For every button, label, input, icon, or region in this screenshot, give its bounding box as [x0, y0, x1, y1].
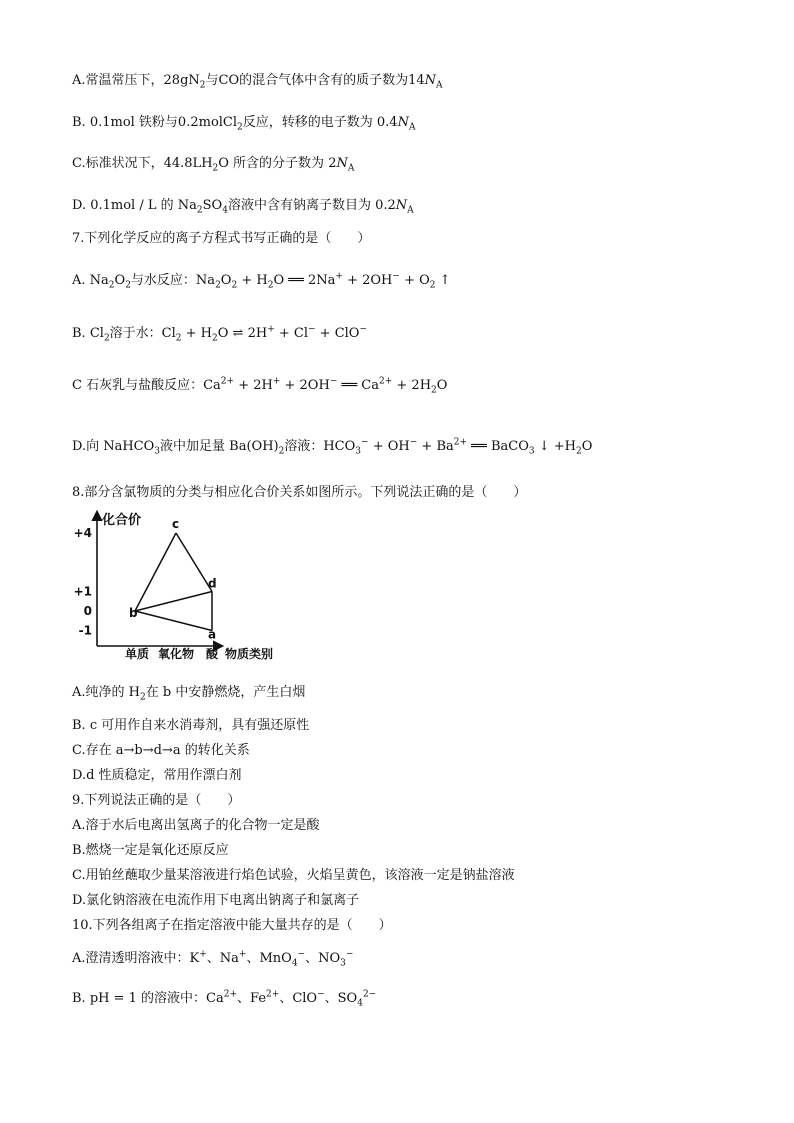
point-label-b: b	[129, 606, 138, 620]
q7-option-d: D.向 NaHCO$_3$液中加足量 $Ba(OH)_2$溶液：$HCO_3^- + OH^- + Ba^{2+}$ ══ BaCO$_3$ ↓ $+H_2O$	[72, 437, 593, 457]
y-tick-label-1: +1	[73, 584, 92, 599]
y-axis-label: 化合价	[102, 513, 142, 528]
q6-option-b: B. 0.1mol 铁粉与0.2molCl$_2$反应，转移的电子数为 $0.4N_A$	[72, 115, 416, 133]
q7-option-c: C 石灰乳与盐酸反应：$Ca^{2+} + 2H^+ + 2OH^-$ ══ $Ca^{2+} + 2H_2O$	[72, 376, 448, 396]
x-tick-label-1: 氧化物	[157, 647, 195, 661]
q9-option-d: D.氯化钠溶液在电流作用下电离出钠离子和氯离子	[72, 893, 360, 908]
q9-stem: 9.下列说法正确的是（ ）	[72, 793, 241, 808]
q6-option-d: D. 0.1mol / L 的 $Na_2SO_4$溶液中含有钠离子数目为 $0.2N_A$	[72, 198, 414, 216]
edge-b-d	[135, 592, 212, 612]
x-tick-label-0: 单质	[124, 647, 150, 661]
edge-b-c	[135, 533, 176, 611]
point-label-d: d	[208, 576, 217, 591]
y-tick-label-0: +4	[73, 526, 92, 540]
edge-c-d	[176, 533, 212, 592]
x-axis-label: 物质类别	[225, 647, 274, 661]
q8-stem: 8.部分含氯物质的分类与相应化合价关系如图所示。下列说法正确的是（ ）	[72, 485, 527, 500]
q7-stem: 7.下列化学反应的离子方程式书写正确的是（ ）	[72, 231, 371, 246]
q9-option-b: B.燃烧一定是氧化还原反应	[72, 843, 229, 858]
point-label-a: a	[208, 627, 217, 642]
q8-option-a: A.纯净的 $H_2$在 b 中安静燃烧，产生白烟	[72, 685, 306, 703]
q9-option-a: A.溶于水后电离出氢离子的化合物一定是酸	[72, 818, 320, 833]
point-label-c: c	[172, 517, 180, 531]
q8-option-b: B. c 可用作自来水消毒剂，具有强还原性	[72, 718, 310, 733]
q8-option-c: C.存在 a→b→d→a 的转化关系	[72, 743, 250, 758]
y-tick-label-3: -1	[78, 623, 92, 638]
q10-option-a: A.澄清透明溶液中：K+、Na+、MnO$_4$−、$NO_3^-$	[72, 949, 354, 969]
q8-option-d: D.d 性质稳定，常用作漂白剂	[72, 768, 242, 783]
q7-option-a: A. $Na_2O_2$与水反应：$Na_2O_2 + H_2O$ ══ $2Na^+ + 2OH^- + O_2$ ↑	[72, 271, 451, 291]
q10-option-b: B. pH = 1 的溶液中：$Ca^{2+}$、$Fe^{2+}$、ClO−、$SO_4^{2-}$	[72, 989, 377, 1009]
y-tick-label-2: 0	[83, 604, 92, 618]
q7-option-b: B. $Cl_2$溶于水：$Cl_2 + H_2O$ ⇌ 2H+ + Cl− + ClO−	[72, 324, 368, 344]
valence-category-chart	[72, 506, 302, 666]
q9-option-c: C.用铂丝蘸取少量某溶液进行焰色试验，火焰呈黄色，该溶液一定是钠盐溶液	[72, 868, 515, 883]
edge-a-b	[135, 611, 212, 631]
q10-stem: 10.下列各组离子在指定溶液中能大量共存的是（ ）	[72, 918, 392, 933]
q6-option-c: C.标准状况下，$44.8LH_2O$ 所含的分子数为 $2N_A$	[72, 156, 355, 174]
x-tick-label-2: 酸	[205, 647, 219, 661]
q6-option-a: A.常温常压下，$28gN_2$与CO的混合气体中含有的质子数为$14N_A$	[72, 73, 443, 91]
